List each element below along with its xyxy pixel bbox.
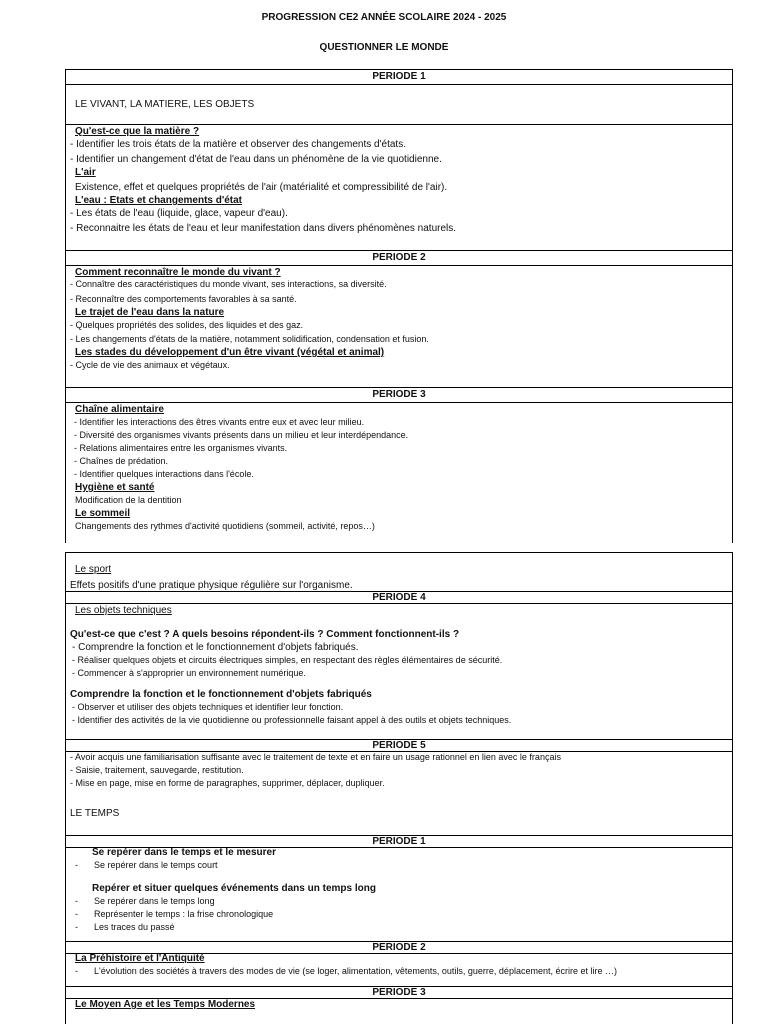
heading-prehistoire: La Préhistoire et l'Antiquité — [75, 953, 205, 964]
list-item: - Saisie, traitement, sauvegarde, restitution. — [70, 765, 244, 775]
list-item: - Identifier les interactions des êtres vivants entre eux et avec leur milieu. — [74, 417, 365, 427]
list-item: - Avoir acquis une familiarisation suffisante avec le traitement de texte et en faire un usage rationnel en lien avec le français — [70, 752, 561, 762]
list-item — [66, 859, 732, 872]
heading-moyen-age: Le Moyen Age et les Temps Modernes — [75, 999, 256, 1010]
list-item: - Identifier un changement d'état de l'eau dans un phénomène de la vie quotidienne. — [70, 154, 442, 165]
temps-period-2-content — [66, 952, 732, 987]
list-item: - Les états de l'eau (liquide, glace, vapeur d'eau). — [70, 208, 288, 219]
heading-reperer: Se repérer dans le temps et le mesurer — [92, 847, 276, 858]
heading-hygiene: Hygiène et santé — [75, 482, 155, 493]
heading-stades: Les stades du développement d'un être vivant (végétal et animal) — [75, 347, 385, 358]
heading-matiere: Qu'est-ce que la matière ? — [75, 126, 200, 137]
temps-period-1-content — [66, 846, 732, 942]
list-item: - Mise en page, mise en forme de paragraphes, supprimer, déplacer, dupliquer. — [70, 778, 385, 788]
heading-sport: Le sport — [75, 564, 112, 575]
list-item: - Identifier les trois états de la matière et observer des changements d'états. — [70, 139, 406, 150]
page-title: PROGRESSION CE2 ANNÉE SCOLAIRE 2024 - 2025 — [261, 12, 507, 23]
list-item-text: Représenter le temps : la frise chronologique — [94, 909, 274, 919]
period-1-header: PERIODE 1 — [66, 70, 732, 85]
list-item: Effets positifs d'une pratique physique régulière sur l'organisme. — [70, 580, 353, 591]
heading-chaine: Chaîne alimentaire — [75, 404, 164, 415]
period-1-content — [66, 125, 732, 251]
bullet-dash: - — [75, 860, 78, 870]
heading-sommeil: Le sommeil — [75, 508, 131, 519]
list-item — [66, 965, 732, 978]
list-item: - Réaliser quelques objets et circuits électriques simples, en respectant des règles élémentaires de sécurité. — [72, 655, 503, 665]
question-objets: Qu'est-ce que c'est ? A quels besoins répondent-ils ? Comment fonctionnent-ils ? — [70, 629, 460, 640]
section-row-vivant — [66, 85, 732, 125]
heading-vivant: Comment reconnaître le monde du vivant ? — [75, 267, 281, 278]
program-table-part-2 — [65, 552, 733, 1024]
list-item — [66, 895, 732, 908]
period-5-header: PERIODE 5 — [66, 740, 732, 752]
list-item: - Cycle de vie des animaux et végétaux. — [70, 360, 230, 370]
list-item — [66, 908, 732, 921]
list-item: - Reconnaître des comportements favorables à sa santé. — [70, 294, 297, 304]
period-5-content — [66, 751, 732, 836]
temps-period-2-header: PERIODE 2 — [66, 942, 732, 954]
list-item — [66, 921, 732, 934]
temps-period-3-header: PERIODE 3 — [66, 987, 732, 999]
heading-eau: L'eau : Etats et changements d'état — [75, 195, 243, 206]
list-item: Changements des rythmes d'activité quotidiens (sommeil, activité, repos…) — [75, 521, 375, 531]
temps-period-1-header: PERIODE 1 — [66, 836, 732, 848]
temps-period-3-content — [66, 998, 732, 1018]
period-2-content — [66, 266, 732, 388]
heading-situer: Repérer et situer quelques événements dans un temps long — [92, 883, 376, 894]
list-item: - Observer et utiliser des objets techniques et identifier leur fonction. — [72, 702, 344, 712]
heading-objets: Les objets techniques — [75, 605, 172, 616]
heading-fonction: Comprendre la fonction et le fonctionnement d'objets fabriqués — [70, 689, 372, 700]
list-item: - Chaînes de prédation. — [74, 456, 169, 466]
list-item: Existence, effet et quelques propriétés de l'air (matérialité et compressibilité de l'air). — [75, 182, 448, 193]
list-item: - Reconnaitre les états de l'eau et leur manifestation dans divers phénomènes naturels. — [70, 223, 457, 234]
list-item-text: Se repérer dans le temps court — [94, 860, 218, 870]
list-item: - Identifier des activités de la vie quotidienne ou professionnelle faisant appel à des outils et objets techniques. — [72, 715, 512, 725]
list-item: - Identifier quelques interactions dans l'école. — [74, 469, 254, 479]
list-item: - Les changements d'états de la matière, notamment solidification, condensation et fusion. — [70, 334, 429, 344]
sport-block — [66, 553, 732, 591]
list-item: - Connaître des caractéristiques du monde vivant, ses interactions, sa diversité. — [70, 279, 387, 289]
heading-air: L'air — [75, 167, 96, 178]
period-4-header: PERIODE 4 — [66, 591, 732, 604]
list-item: Modification de la dentition — [75, 495, 182, 505]
section-title-vivant: LE VIVANT, LA MATIERE, LES OBJETS — [75, 99, 255, 110]
list-item-text: Les traces du passé — [94, 922, 175, 932]
bullet-dash: - — [75, 896, 78, 906]
bullet-dash: - — [75, 909, 78, 919]
page-subtitle: QUESTIONNER LE MONDE — [319, 42, 449, 53]
list-item: - Diversité des organismes vivants présents dans un milieu et leur interdépendance. — [74, 430, 409, 440]
program-table-part-1 — [65, 69, 733, 543]
period-3-content — [66, 403, 732, 543]
bullet-dash: - — [75, 966, 78, 976]
list-item: - Quelques propriétés des solides, des liquides et des gaz. — [70, 320, 304, 330]
period-3-header: PERIODE 3 — [66, 388, 732, 403]
list-item: - Comprendre la fonction et le fonctionnement d'objets fabriqués. — [72, 642, 359, 653]
heading-trajet-eau: Le trajet de l'eau dans la nature — [75, 307, 225, 318]
period-2-header: PERIODE 2 — [66, 251, 732, 266]
list-item: - Relations alimentaires entre les organismes vivants. — [74, 443, 288, 453]
list-item-text: L'évolution des sociétés à travers des modes de vie (se loger, alimentation, vêtements, outils, guerre, déplacement, écrire et lire …) — [94, 966, 617, 976]
bullet-dash: - — [75, 922, 78, 932]
period-4-content — [66, 604, 732, 740]
list-item: - Commencer à s'approprier un environnement numérique. — [72, 668, 306, 678]
section-title-temps: LE TEMPS — [70, 808, 120, 819]
list-item-text: Se repérer dans le temps long — [94, 896, 215, 906]
